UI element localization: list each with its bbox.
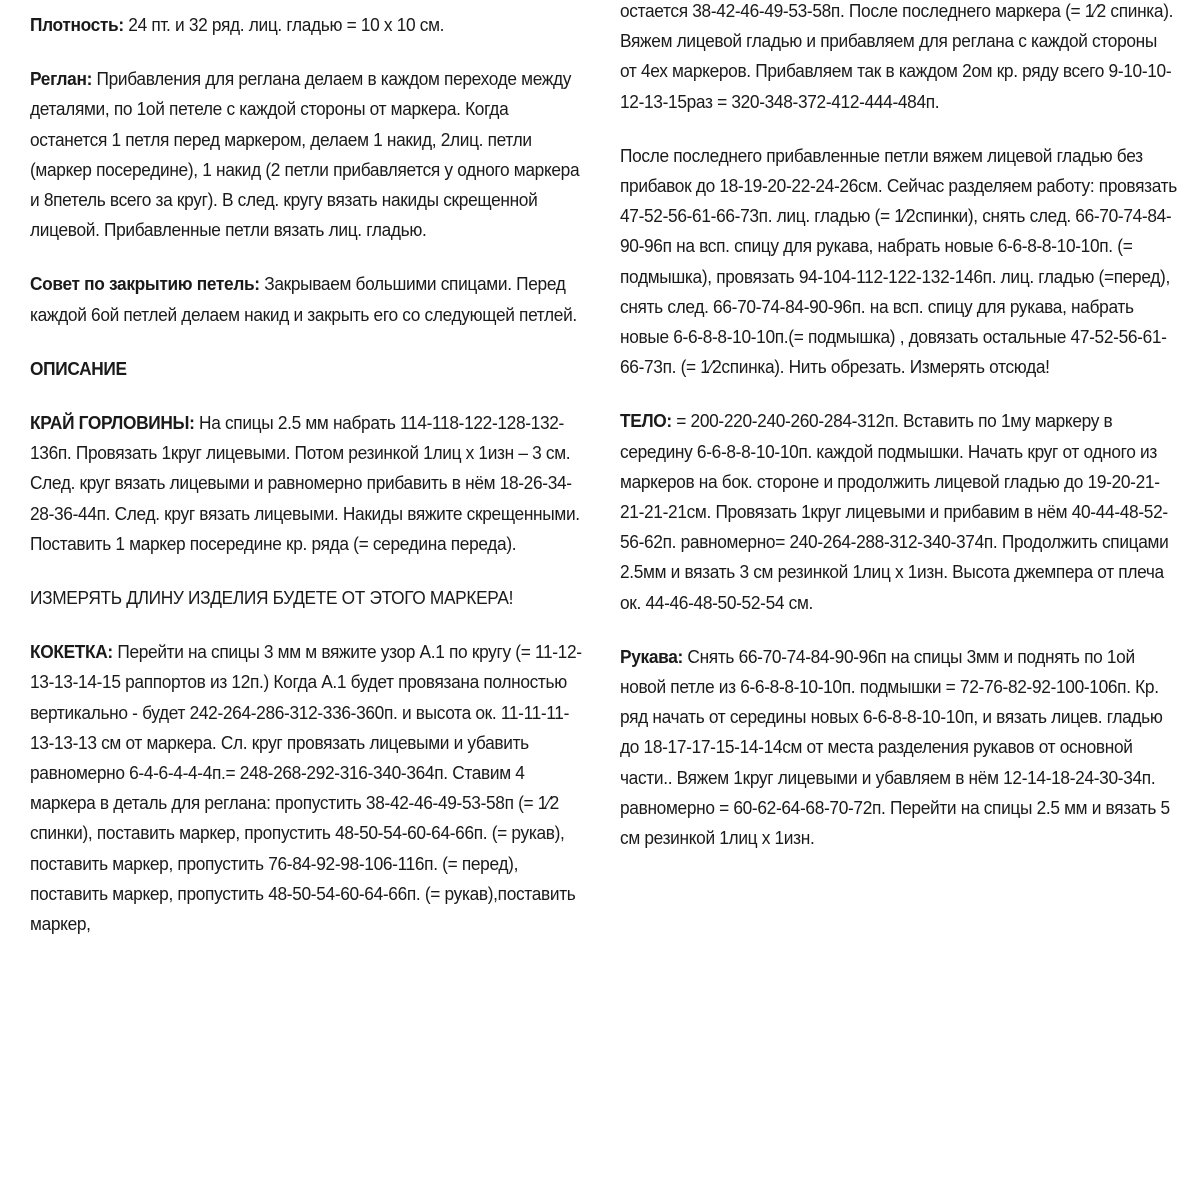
paragraph-neck-edge [30,408,586,559]
paragraph-text: = 200-220-240-260-284-312п. Вставить по 1му маркеру в середину 6-6-8-8-10-10п. каждой подмышки. Начать круг от одного из маркеров на бок. стороне и продолжить лицевой гладью до 19-20-21-21-21-21см. Провязать 1круг лицевыми и прибавим в нём 40-44-48-52-56-62п. равномерно= 240-264-288-312-340-374п. Продолжить спицами 2.5мм и вязать 3 см резинкой 1лиц х 1изн. Высота джемпера от плеча ок. 44-46-48-50-52-54 см. [620,410,1169,613]
paragraph-heading: Реглан: [30,68,93,90]
paragraph-text: остается 38-42-46-49-53-58п. После последнего маркера (= 1⁄2 спинка). Вяжем лицевой гладью и прибавляем для реглана с каждой стороны от 4ех маркеров. Прибавляем так в каждом 2ом кр. ряду всего 9-10-10-12-13-15раз = 320-348-372-412-444-484п. [620,0,1174,112]
paragraph-bind-off-tip [30,269,586,329]
paragraph-text: Перейти на спицы 3 мм м вяжите узор А.1 по кругу (= 11-12-13-13-14-15 раппортов из 12п.) Когда А.1 будет провязана полностью вертикально - будет 242-264-286-312-336-360п. и высота ок. 11-11-11-13-13-13 см от маркера. Сл. круг провязать лицевыми и убавить равномерно 6-4-6-4-4-4п.= 248-268-292-316-340-364п. Ставим 4 маркера в деталь для реглана: пропустить 38-42-46-49-53-58п (= 1⁄2 спинки), поставить маркер, пропустить 48-50-54-60-64-66п. (= рукав), поставить маркер, пропустить 76-84-92-98-106-116п. (= перед), поставить маркер, пропустить 48-50-54-60-64-66п. (= рукав),поставить маркер, [30,641,582,935]
paragraph-text: На спицы 2.5 мм набрать 114-118-122-128-132-136п. Провязать 1круг лицевыми. Потом резинкой 1лиц х 1изн – 3 см. След. круг вязать лицевыми и равномерно прибавить в нём 18-26-34-28-36-44п. След. круг вязать лицевыми. Накиды вяжите скрещенными. Поставить 1 маркер посередине кр. ряда (= середина переда). [30,412,580,554]
paragraph-divide-work [620,141,1178,383]
paragraph-body [620,406,1178,617]
paragraph-density [30,10,586,40]
paragraph-yoke-continued [620,0,1178,117]
paragraph-text: ИЗМЕРЯТЬ ДЛИНУ ИЗДЕЛИЯ БУДЕТЕ ОТ ЭТОГО МАРКЕРА! [30,587,514,609]
paragraph-measure-note [30,583,586,613]
paragraph-heading: Плотность: [30,14,124,35]
section-title-description [30,354,586,384]
section-heading: ОПИСАНИЕ [30,357,127,379]
paragraph-sleeves [620,642,1178,853]
paragraph-heading: КОКЕТКА: [30,641,113,663]
paragraph-heading: Рукава: [620,645,683,667]
paragraph-text: Прибавления для реглана делаем в каждом переходе между деталями, по 1ой петеле с каждой стороны от маркера. Когда останется 1 петля перед маркером, делаем 1 накид, 2лиц. петли (маркер посередине), 1 накид (2 петли прибавляется у одного маркера и 8петель всего за круг). В след. кругу вязать накиды скрещенной лицевой. Прибавленные петли вязать лиц. гладью. [30,68,580,241]
right-column [600,0,1200,1200]
paragraph-raglan [30,64,586,245]
paragraph-text: 24 пт. и 32 ряд. лиц. гладью = 10 х 10 см. [123,14,445,35]
paragraph-text: Снять 66-70-74-84-90-96п на спицы 3мм и поднять по 1ой новой петле из 6-6-8-8-10-10п. подмышки = 72-76-82-92-100-106п. Кр. ряд начать от середины новых 6-6-8-8-10-10п, и вязать лицев. гладью до 18-17-17-15-14-14см от места разделения рукавов от основной части.. Вяжем 1круг лицевыми и убавляем в нём 12-14-18-24-30-34п. равномерно = 60-62-64-68-70-72п. Перейти на спицы 2.5 мм и вязать 5 см резинкой 1лиц х 1изн. [620,645,1170,849]
paragraph-heading: КРАЙ ГОРЛОВИНЫ: [30,412,195,434]
paragraph-heading: ТЕЛО: [620,410,672,432]
paragraph-heading: Совет по закрытию петель: [30,273,260,295]
paragraph-yoke [30,637,586,939]
paragraph-text: Закрываем большими спицами. Перед каждой 6ой петлей делаем накид и закрыть его со следующей петлей. [30,273,577,325]
paragraph-text: После последнего прибавленные петли вяжем лицевой гладью без прибавок до 18-19-20-22-24-26см. Сейчас разделяем работу: провязать 47-52-56-61-66-73п. лиц. гладью (= 1⁄2спинки), снять след. 66-70-74-84-90-96п на всп. спицу для рукава, набрать новые 6-6-8-8-10-10п. (= подмышка), провязать 94-104-112-122-132-146п. лиц. гладью (=перед), снять след. 66-70-74-84-90-96п. на всп. спицу для рукава, набрать новые 6-6-8-8-10-10п.(= подмышка) , довязать остальные 47-52-56-61-66-73п. (= 1⁄2спинка). Нить обрезать. Измерять отсюда! [620,144,1177,378]
